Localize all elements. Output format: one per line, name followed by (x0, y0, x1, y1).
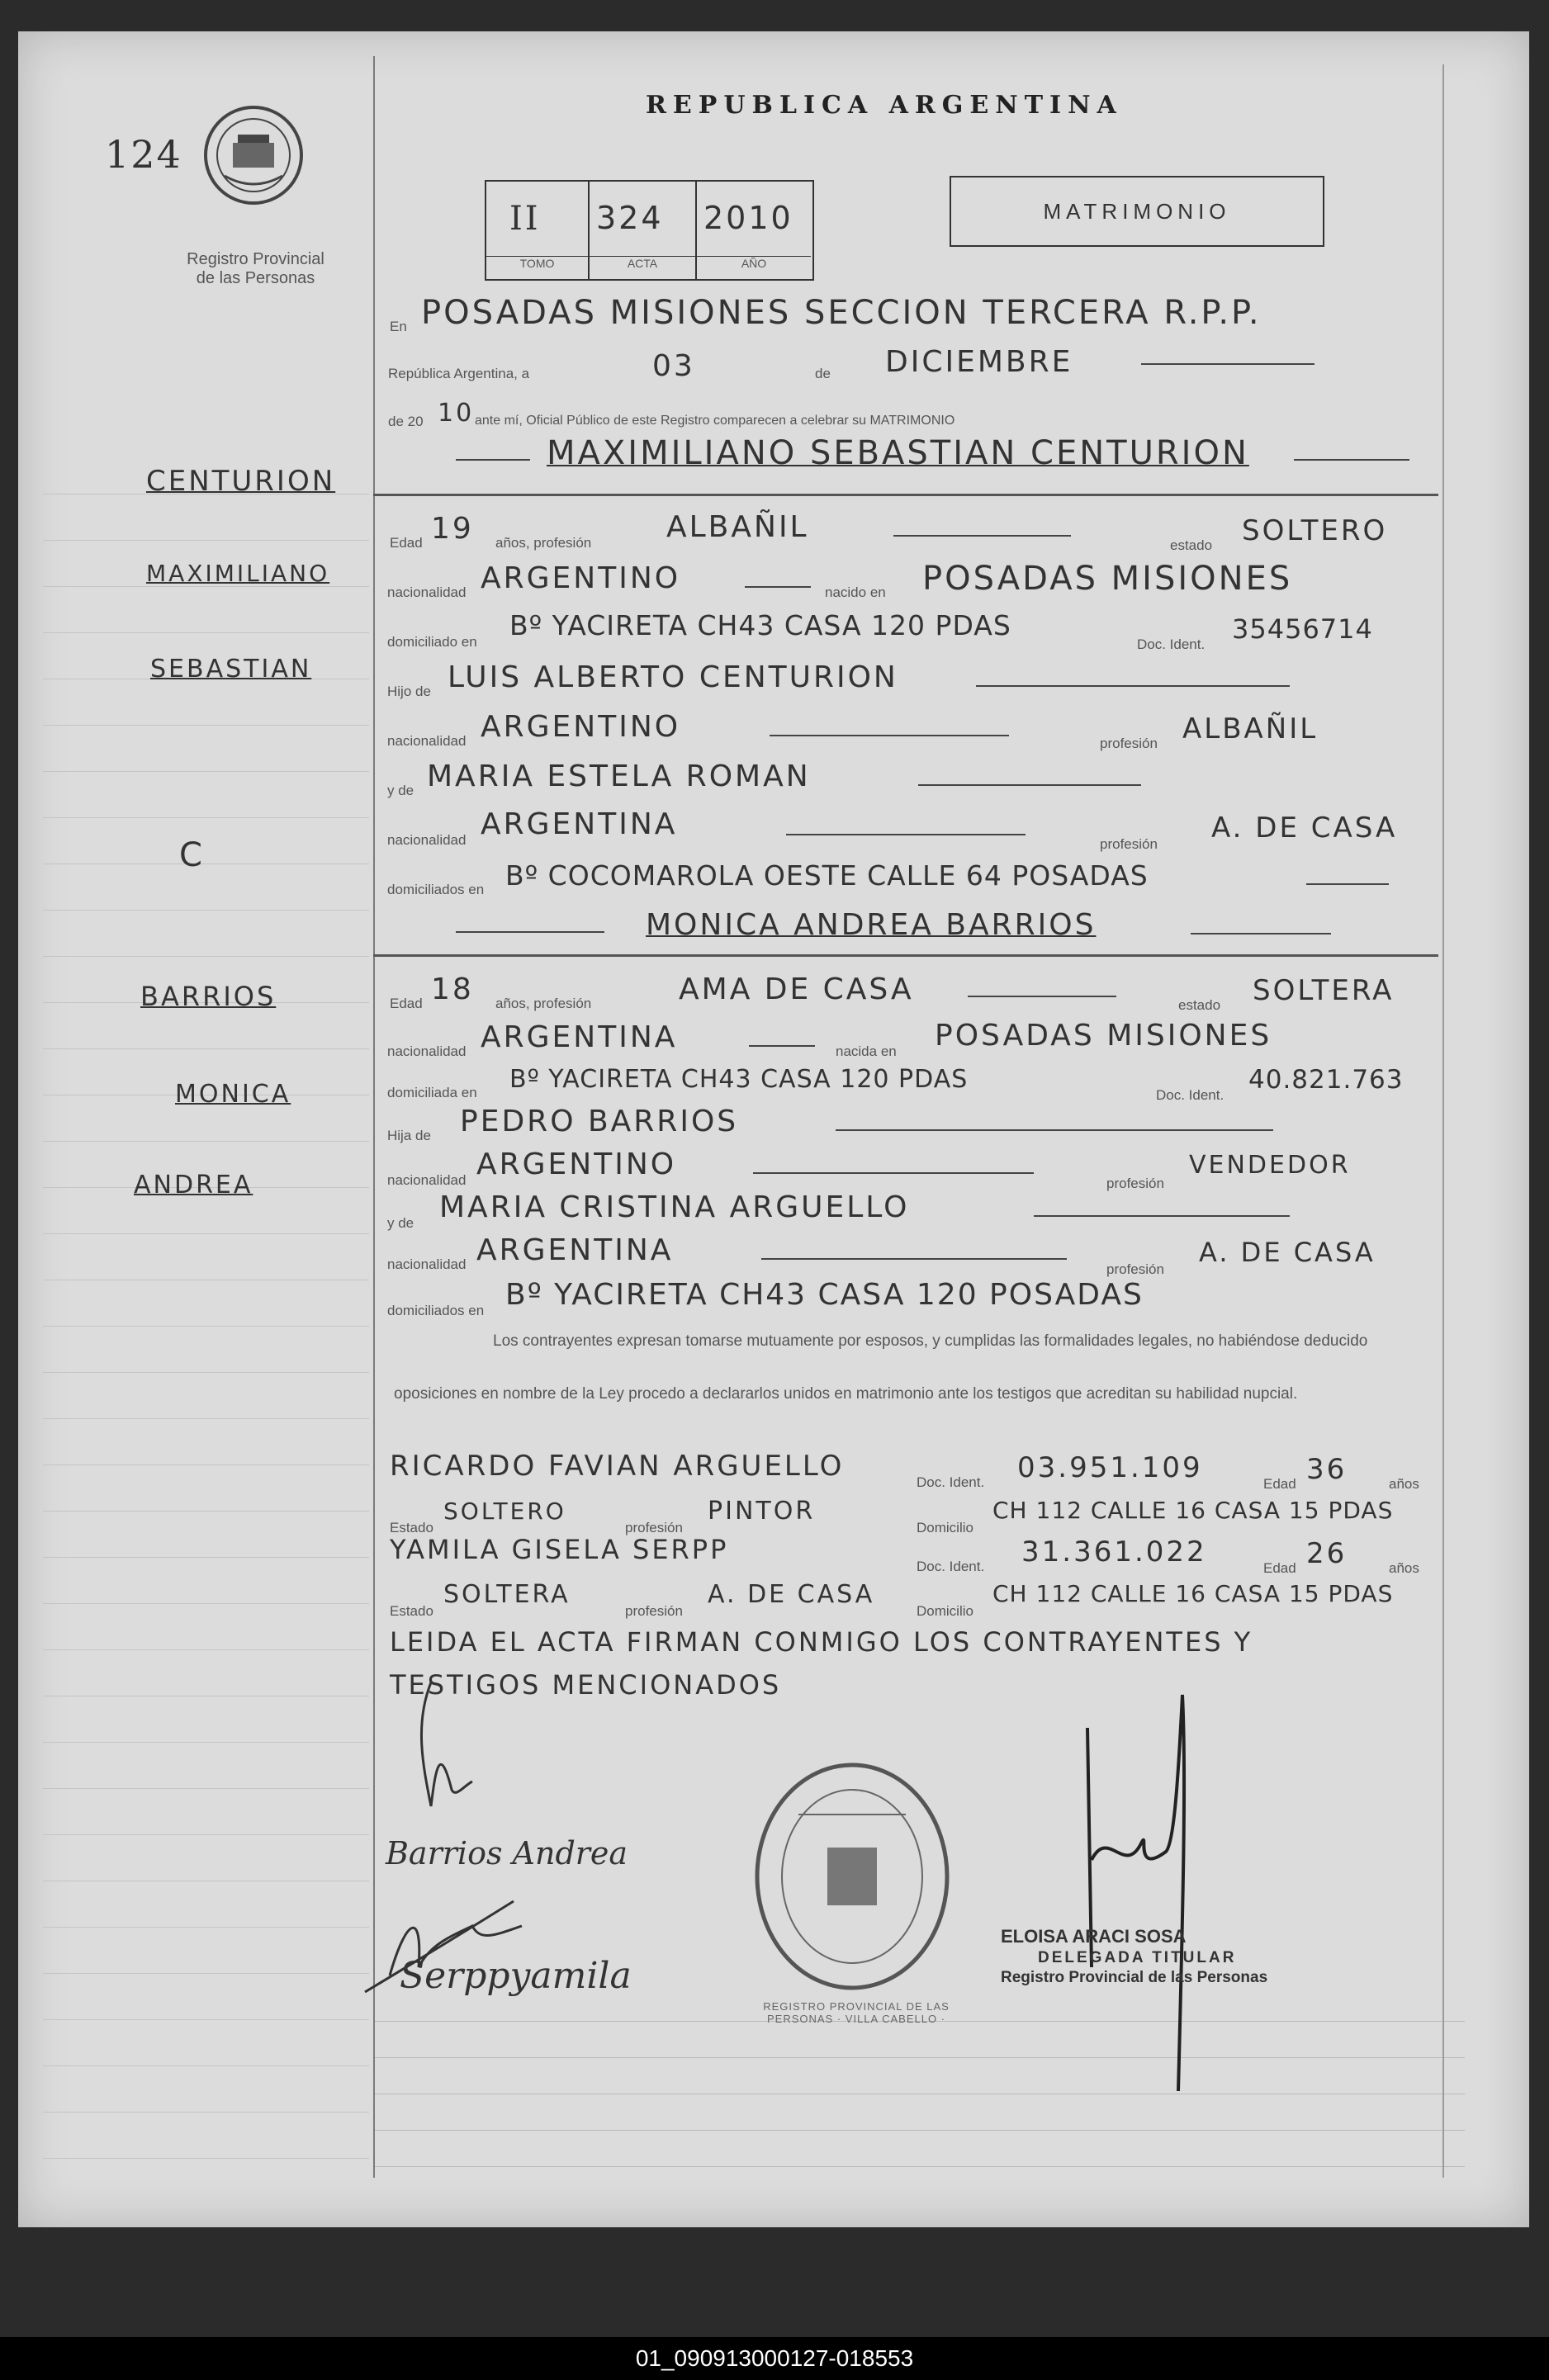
bride-doc: 40.821.763 (1248, 1065, 1404, 1095)
closing-note: LEIDA EL ACTA FIRMAN CONMIGO LOS CONTRAYENTES Y TESTIGOS MENCIONADOS (390, 1626, 1253, 1701)
section-divider (373, 494, 1438, 496)
witness1-doc-label: Doc. Ident. (917, 1474, 985, 1490)
intro-day: 03 (652, 349, 695, 383)
margin-ruled-line (43, 2158, 369, 2159)
header-title: REPUBLICA ARGENTINA (646, 91, 1123, 120)
margin-ruled-line (43, 540, 369, 541)
dash (456, 459, 530, 461)
groom-anos-prof-label: años, profesión (495, 535, 592, 551)
groom-father-nac-label: nacionalidad (387, 733, 467, 749)
tomo-label: TOMO (486, 256, 588, 270)
groom-signature-icon (406, 1674, 481, 1839)
witness2-address: CH 112 CALLE 16 CASA 15 PDAS (992, 1580, 1394, 1607)
groom-mother-nac-label: nacionalidad (387, 832, 467, 848)
witness2-anos-label: años (1389, 1560, 1419, 1576)
bride-address: Bº YACIRETA CH43 CASA 120 PDAS (509, 1065, 969, 1094)
witness1-dom-label: Domicilio (917, 1520, 973, 1535)
section-divider (373, 954, 1438, 957)
bride-yde-label: y de (387, 1215, 414, 1231)
margin-name-bride-1: MONICA (175, 1080, 291, 1109)
republica-label: República Argentina, a (388, 366, 530, 381)
bride-anos-prof-label: años, profesión (495, 996, 592, 1011)
groom-nac-label: nacionalidad (387, 584, 467, 600)
dash (976, 685, 1290, 687)
bride-parents-address: Bº YACIRETA CH43 CASA 120 POSADAS (505, 1278, 1144, 1312)
margin-ruled-line (43, 1372, 369, 1373)
margin-ruled-line (43, 1233, 369, 1234)
witness1-prof-label: profesión (625, 1520, 683, 1535)
margin-ruled-line (43, 1048, 369, 1049)
witness2-prof-label: profesión (625, 1603, 683, 1619)
groom-nationality: ARGENTINO (481, 561, 681, 595)
bride-edad-label: Edad (390, 996, 423, 1011)
margin-surname-bride: BARRIOS (140, 981, 277, 1012)
dash (745, 586, 811, 588)
de-year-label: de 20 (388, 414, 424, 429)
bride-status: SOLTERA (1253, 974, 1395, 1007)
bride-name: MONICA ANDREA BARRIOS (646, 908, 1097, 942)
groom-doc-label: Doc. Ident. (1137, 636, 1206, 652)
bride-father-prof-label: profesión (1106, 1176, 1164, 1191)
groom-mother: MARIA ESTELA ROMAN (427, 759, 811, 793)
bride-nac-label: nacionalidad (387, 1043, 467, 1059)
dash (1191, 933, 1331, 934)
bride-mother-profession: A. DE CASA (1199, 1237, 1376, 1268)
witness1-estado-label: Estado (390, 1520, 433, 1535)
witness1-address: CH 112 CALLE 16 CASA 15 PDAS (992, 1497, 1394, 1524)
groom-doc: 35456714 (1232, 613, 1373, 645)
margin-ruled-line (43, 1742, 369, 1743)
dash (918, 784, 1141, 786)
intro-month: DICIEMBRE (885, 345, 1073, 379)
tomo-value: II (509, 200, 541, 238)
margin-ruled-line (43, 1973, 369, 1974)
groom-parents-address: Bº COCOMAROLA OESTE CALLE 64 POSADAS (505, 859, 1149, 892)
margin-ruled-line (43, 1649, 369, 1650)
groom-mother-profession: A. DE CASA (1211, 811, 1398, 845)
groom-nacido-label: nacido en (825, 584, 886, 600)
bride-nacida-label: nacida en (836, 1043, 897, 1059)
groom-mother-nationality: ARGENTINA (481, 807, 678, 841)
intro-sentence: ante mí, Oficial Público de este Registro comparecen a celebrar su MATRIMONIO (475, 414, 955, 428)
groom-name: MAXIMILIANO SEBASTIAN CENTURION (547, 434, 1249, 472)
act-type-box (950, 176, 1324, 247)
margin-ruled-line (43, 2112, 369, 2113)
witness2-doc-label: Doc. Ident. (917, 1559, 985, 1574)
bride-signature: Barrios Andrea (386, 1835, 628, 1871)
ruled-line (373, 2166, 1465, 2167)
witness2-dom-label: Domicilio (917, 1603, 973, 1619)
dash (1141, 363, 1315, 365)
ano-value: 2010 (703, 200, 793, 236)
margin-ruled-line (43, 1418, 369, 1419)
bride-age: 18 (431, 972, 474, 1006)
dash (456, 931, 604, 933)
witness2-status: SOLTERA (443, 1580, 571, 1609)
margin-ruled-line (43, 2019, 369, 2020)
margin-ruled-line (43, 1788, 369, 1789)
margin-ruled-line (43, 1927, 369, 1928)
groom-hijo-label: Hijo de (387, 684, 431, 699)
witness1-age: 36 (1306, 1453, 1348, 1486)
dash (1306, 883, 1389, 885)
act-page (18, 31, 1529, 2227)
intro-de-label: de (815, 366, 831, 381)
ruled-line (373, 2130, 1465, 2131)
groom-dom-label: domiciliado en (387, 634, 477, 650)
witness2-doc: 31.361.022 (1021, 1535, 1207, 1569)
footer-id: 01_090913000127-018553 (0, 2337, 1549, 2380)
dash (968, 996, 1116, 997)
place: POSADAS MISIONES SECCION TERCERA R.P.P. (421, 294, 1262, 332)
groom-father: LUIS ALBERTO CENTURION (448, 660, 898, 694)
ruled-line (373, 2057, 1465, 2058)
witness2-estado-label: Estado (390, 1603, 433, 1619)
groom-father-nationality: ARGENTINO (481, 710, 681, 744)
official-signature-icon (1075, 1678, 1224, 2108)
bride-profession: AMA DE CASA (679, 972, 914, 1006)
margin-ruled-line (43, 725, 369, 726)
dash (761, 1258, 1067, 1260)
witness1-doc: 03.951.109 (1017, 1451, 1203, 1484)
bride-nationality: ARGENTINA (481, 1020, 678, 1054)
margin-ruled-line (43, 2065, 369, 2066)
witness1-profession: PINTOR (708, 1497, 816, 1526)
bride-mother-nac-label: nacionalidad (387, 1256, 467, 1272)
margin-ruled-line (43, 817, 369, 818)
margin-ruled-line (43, 1603, 369, 1604)
bride-mother-prof-label: profesión (1106, 1261, 1164, 1277)
groom-profession: ALBAÑIL (666, 510, 809, 544)
groom-estado-label: estado (1170, 537, 1213, 553)
margin-name-groom-1: MAXIMILIANO (146, 560, 330, 587)
witness1-status: SOLTERO (443, 1498, 566, 1525)
margin-ruled-line (43, 632, 369, 633)
bride-dom-label: domiciliada en (387, 1085, 477, 1100)
dash (753, 1172, 1034, 1174)
bride-hija-label: Hija de (387, 1128, 431, 1143)
intro-year-suffix: 10 (438, 399, 475, 428)
dash (770, 735, 1009, 736)
official-office: Registro Provincial de las Personas (1001, 1969, 1268, 1986)
margin-surname-groom: CENTURION (146, 465, 336, 498)
margin-ruled-line (43, 1557, 369, 1558)
bride-father-nac-label: nacionalidad (387, 1172, 467, 1188)
seal-caption: Registro Provincial de las Personas (187, 250, 324, 287)
page-number: 124 (105, 132, 182, 177)
margin-connector: C (179, 836, 205, 874)
bride-birthplace: POSADAS MISIONES (935, 1019, 1272, 1053)
bride-father-nationality: ARGENTINO (476, 1147, 677, 1181)
bride-parents-dom-label: domiciliados en (387, 1303, 485, 1318)
margin-ruled-line (43, 771, 369, 772)
ano-label: AÑO (697, 256, 811, 270)
witness1-name: RICARDO FAVIAN ARGUELLO (390, 1450, 845, 1483)
groom-father-profession: ALBAÑIL (1182, 712, 1319, 745)
dash (1294, 459, 1409, 461)
groom-status: SOLTERO (1242, 514, 1388, 547)
dash (786, 834, 1026, 835)
groom-age: 19 (431, 512, 474, 546)
groom-address: Bº YACIRETA CH43 CASA 120 PDAS (509, 609, 1011, 641)
groom-father-prof-label: profesión (1100, 736, 1158, 751)
witness2-profession: A. DE CASA (708, 1580, 875, 1609)
groom-parents-dom-label: domiciliados en (387, 882, 485, 897)
margin-ruled-line (43, 1464, 369, 1465)
stamp-ring-text: REGISTRO PROVINCIAL DE LAS PERSONAS · VILLA CABELLO · (763, 2000, 950, 2025)
bride-estado-label: estado (1178, 997, 1221, 1013)
en-label: En (390, 319, 407, 334)
provincial-seal-icon (200, 102, 307, 209)
formal-text: Los contrayentes expresan tomarse mutuamente por esposos, y cumplidas las formalidades legales, no habiéndose deducido oposiciones en nombre de la Ley procedo a declararlos unidos en matrimonio ante los testigos que acreditan su habilidad nupcial. (394, 1332, 1368, 1403)
groom-mother-prof-label: profesión (1100, 836, 1158, 852)
witness2-edad-label: Edad (1263, 1560, 1296, 1576)
dash (1034, 1215, 1290, 1217)
groom-birthplace: POSADAS MISIONES (922, 560, 1293, 598)
groom-edad-label: Edad (390, 535, 423, 551)
margin-ruled-line (43, 1511, 369, 1512)
margin-ruled-line (43, 1834, 369, 1835)
witness2-age: 26 (1306, 1537, 1348, 1570)
official-stamp-icon (749, 1757, 955, 1996)
bride-father-profession: VENDEDOR (1189, 1151, 1351, 1180)
right-margin-line (1442, 64, 1444, 2178)
act-type: MATRIMONIO (1043, 199, 1231, 224)
margin-ruled-line (43, 910, 369, 911)
margin-line (373, 56, 375, 2178)
witness1-anos-label: años (1389, 1476, 1419, 1492)
official-name: ELOISA ARACI SOSA (1001, 1926, 1187, 1947)
acta-label: ACTA (590, 256, 695, 270)
witness2-name: YAMILA GISELA SERPP (390, 1534, 729, 1565)
margin-ruled-line (43, 1141, 369, 1142)
bride-doc-label: Doc. Ident. (1156, 1087, 1225, 1103)
bride-mother-nationality: ARGENTINA (476, 1233, 674, 1267)
acta-value: 324 (596, 200, 664, 236)
margin-ruled-line (43, 1326, 369, 1327)
act-reference-box (485, 180, 814, 281)
groom-yde-label: y de (387, 783, 414, 798)
margin-name-bride-2: ANDREA (134, 1171, 253, 1199)
dash (893, 535, 1071, 537)
bride-mother: MARIA CRISTINA ARGUELLO (439, 1190, 910, 1224)
witness2-signature: Serppyamila (400, 1955, 632, 1997)
margin-ruled-line (43, 956, 369, 957)
dash (749, 1045, 815, 1047)
witness1-edad-label: Edad (1263, 1476, 1296, 1492)
dash (836, 1129, 1273, 1131)
margin-name-groom-2: SEBASTIAN (150, 655, 312, 684)
official-title: DELEGADA TITULAR (1038, 1949, 1237, 1966)
official-block (1001, 1926, 1298, 1987)
bride-father: PEDRO BARRIOS (460, 1105, 739, 1138)
